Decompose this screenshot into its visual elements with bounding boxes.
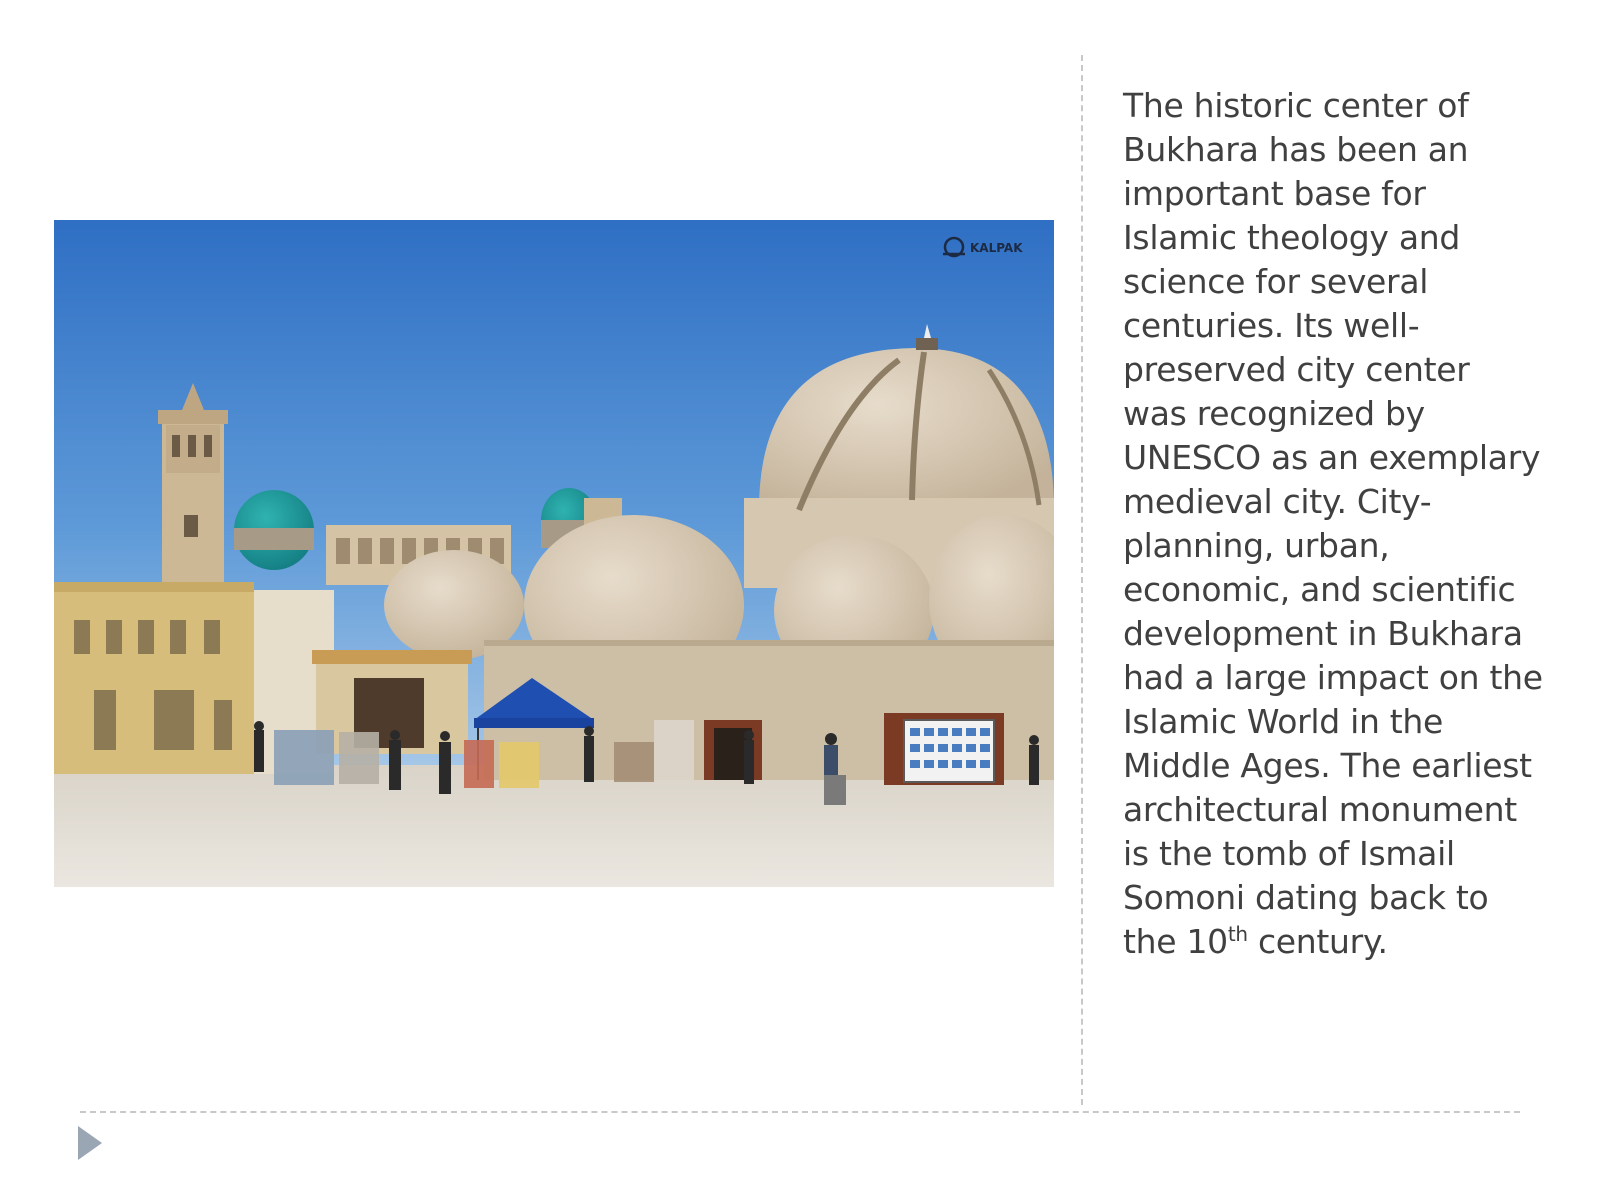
footer-divider	[80, 1111, 1520, 1113]
souvenir-board	[904, 720, 994, 782]
description-text	[1123, 84, 1543, 964]
vertical-divider	[1081, 55, 1083, 1105]
next-slide-icon[interactable]	[78, 1126, 102, 1160]
description-main: The historic center of Bukhara has been an important base for Islamic theology and science for several centuries. Its well-preserved city center was recognized by UNESCO as an exemplary medieval city. City-planning, urban, economic, and scientific development in Bukhara had a large impact on the Islamic World in the Middle Ages. The earliest architectural monument is the tomb of Ismail Somoni dating back to the 10	[1123, 86, 1543, 961]
ordinal-suffix: th	[1227, 922, 1248, 946]
minaret	[158, 383, 228, 590]
svg-text:KALPAK: KALPAK	[970, 241, 1023, 255]
description-end: century.	[1247, 922, 1388, 961]
bukhara-photo	[54, 220, 1054, 887]
